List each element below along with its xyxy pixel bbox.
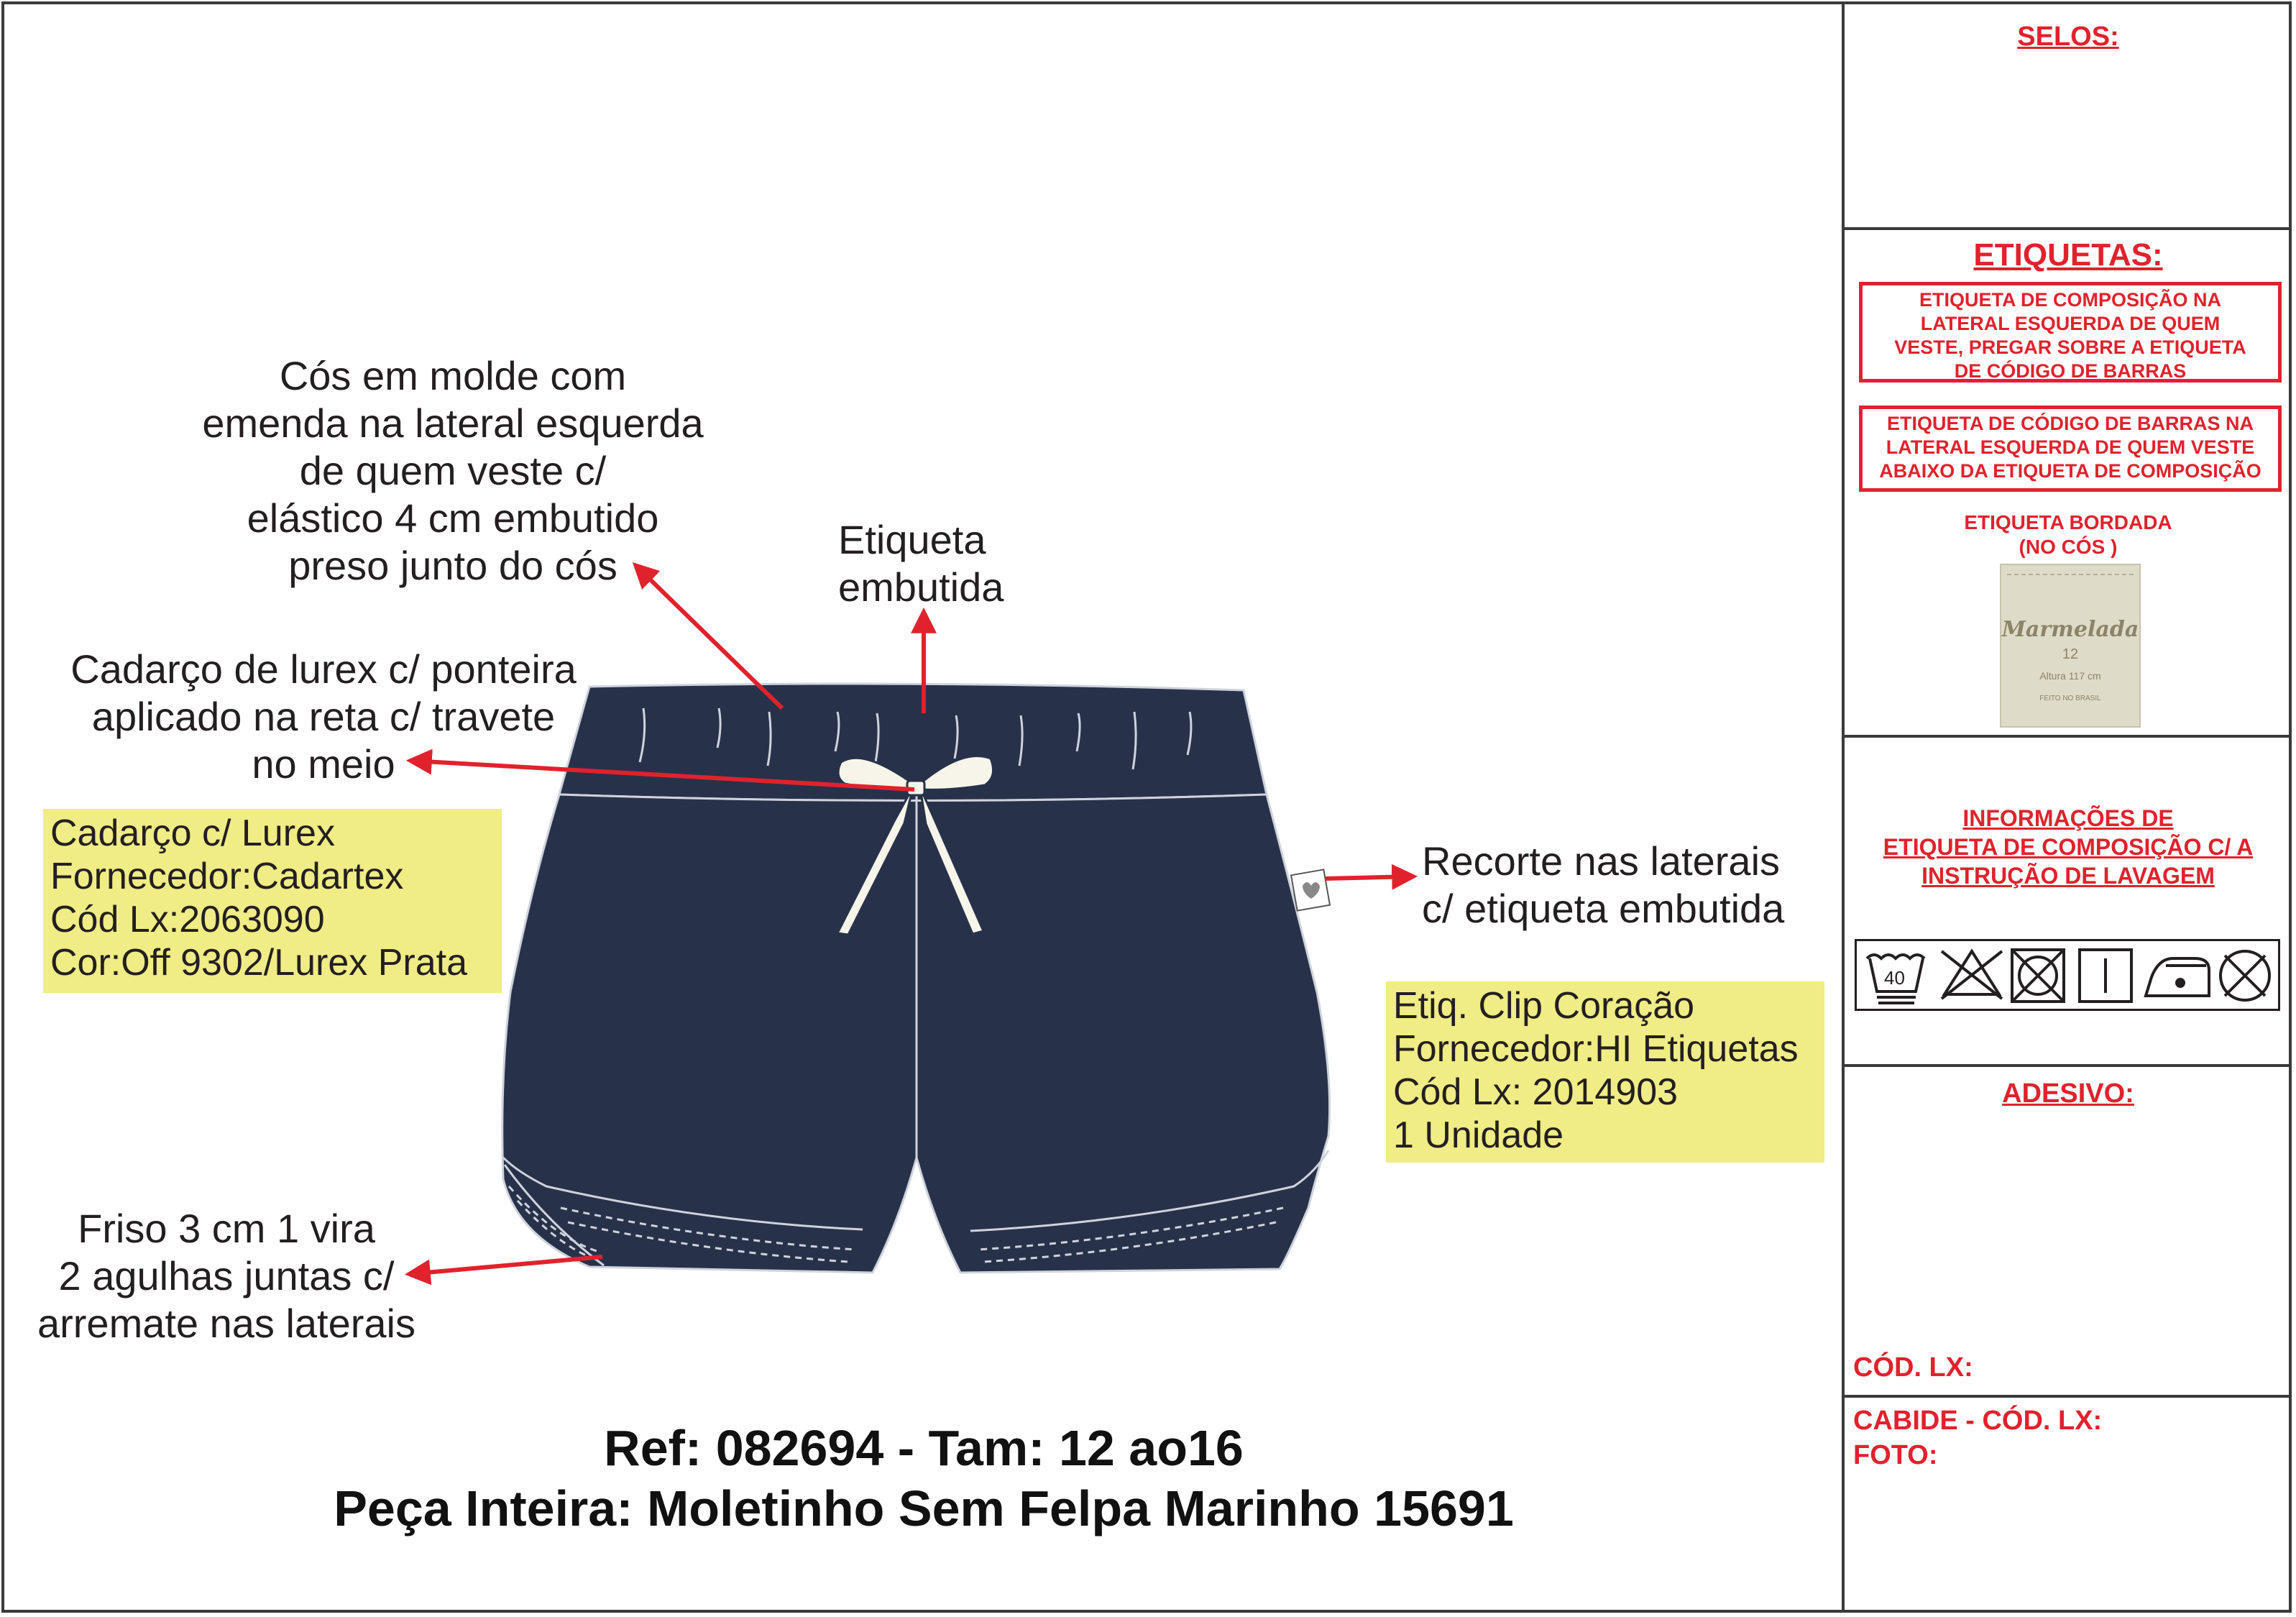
note-line: arremate nas laterais xyxy=(37,1301,415,1346)
spec-line: 1 Unidade xyxy=(1393,1114,1564,1156)
spec-line: Cor:Off 9302/Lurex Prata xyxy=(50,942,468,984)
no-bleach-icon xyxy=(1942,951,2002,999)
iron-low-icon xyxy=(2146,958,2209,996)
spec-line: Cadarço c/ Lurex xyxy=(50,812,335,854)
note-drawstring xyxy=(43,646,604,788)
heart-clip-label xyxy=(1291,869,1330,910)
embroidered-tag-image xyxy=(2000,564,2141,728)
box-line: ETIQUETA DE CÓDIGO DE BARRAS NA xyxy=(1886,413,2254,434)
selos-heading: SELOS: xyxy=(2017,22,2119,52)
adesivo-heading: ADESIVO: xyxy=(2002,1078,2134,1109)
clip-label-spec-box xyxy=(1386,981,1824,1163)
spec-line: Etiq. Clip Coração xyxy=(1393,985,1695,1027)
composition-label-box xyxy=(1859,282,2282,383)
note-line: Friso 3 cm 1 vira xyxy=(78,1206,375,1251)
no-tumble-dry-icon xyxy=(2012,950,2064,1002)
note-line: Recorte nas laterais xyxy=(1422,838,1781,884)
box-line: ABAIXO DA ETIQUETA DE COMPOSIÇÃO xyxy=(1879,460,2261,482)
note-line: preso junto do cós xyxy=(288,543,617,588)
cod-lx-label: CÓD. LX: xyxy=(1853,1352,1973,1383)
tag-origin: FEITO NO BRASIL xyxy=(2039,695,2101,702)
etiquetas-heading: ETIQUETAS: xyxy=(1973,237,2163,272)
drawstring-spec-box xyxy=(43,809,502,993)
spec-line: Fornecedor:Cadartex xyxy=(50,856,404,897)
note-line: elástico 4 cm embutido xyxy=(247,495,659,541)
foto-label: FOTO: xyxy=(1853,1440,1938,1470)
note-hem xyxy=(14,1205,438,1347)
caption-line: (NO CÓS ) xyxy=(2019,536,2118,558)
caption-line: ETIQUETA BORDADA xyxy=(1964,511,2172,533)
panel-rule xyxy=(1845,1395,2292,1398)
box-line: LATERAL ESQUERDA DE QUEM VESTE xyxy=(1886,436,2255,458)
wash-40-icon xyxy=(1867,955,1924,1003)
care-info-heading xyxy=(1845,804,2292,890)
heading-line: INFORMAÇÕES DE xyxy=(1962,805,2174,831)
wash-temp: 40 xyxy=(1884,967,1905,989)
heading-line: INSTRUÇÃO DE LAVAGEM xyxy=(1921,863,2215,889)
spec-line: Cód Lx:2063090 xyxy=(50,899,325,940)
care-symbols-box xyxy=(1855,939,2280,1011)
title-line-fabric: Peça Inteira: Moletinho Sem Felpa Marinho 15691 xyxy=(334,1480,1514,1536)
note-line: de quem veste c/ xyxy=(299,448,607,493)
note-line: emenda na lateral esquerda xyxy=(202,400,704,446)
note-line: Etiqueta xyxy=(838,517,986,562)
panel-rule xyxy=(1845,227,2292,230)
arrow-side-cut xyxy=(1325,876,1413,879)
barcode-label-box xyxy=(1859,406,2282,492)
note-line: aplicado na reta c/ travete xyxy=(91,694,556,739)
tag-size: 12 xyxy=(2062,646,2079,662)
note-waistband xyxy=(173,352,733,590)
note-line: Cós em molde com xyxy=(279,353,627,398)
box-line: LATERAL ESQUERDA DE QUEM xyxy=(1920,313,2221,334)
note-line: no meio xyxy=(252,741,395,787)
panel-rule xyxy=(1845,1064,2292,1067)
line-dry-icon xyxy=(2080,950,2131,1002)
note-line: 2 agulhas juntas c/ xyxy=(58,1253,395,1298)
reference-title xyxy=(0,1418,1847,1539)
embroidered-label-caption xyxy=(1845,510,2292,559)
spec-line: Cód Lx: 2014903 xyxy=(1393,1071,1679,1113)
panel-rule xyxy=(1845,735,2292,738)
tag-height: Altura 117 cm xyxy=(2039,670,2101,682)
title-line-ref: Ref: 082694 - Tam: 12 ao16 xyxy=(604,1420,1244,1476)
note-line: Cadarço de lurex c/ ponteira xyxy=(70,646,577,692)
box-line: VESTE, PREGAR SOBRE A ETIQUETA xyxy=(1894,336,2246,358)
box-line: ETIQUETA DE COMPOSIÇÃO NA xyxy=(1919,289,2222,311)
spec-line: Fornecedor:HI Etiquetas xyxy=(1393,1028,1799,1070)
arrow-hem xyxy=(410,1257,602,1274)
heading-line: ETIQUETA DE COMPOSIÇÃO C/ A xyxy=(1883,834,2254,860)
note-embedded-label xyxy=(838,516,1004,611)
note-side-cut xyxy=(1422,838,1784,933)
note-line: c/ etiqueta embutida xyxy=(1422,886,1785,931)
tag-brand: Marmelada xyxy=(2001,617,2139,642)
no-dry-clean-icon xyxy=(2221,951,2269,1000)
cabide-label: CABIDE - CÓD. LX: xyxy=(1853,1406,2103,1436)
note-line: embutida xyxy=(838,564,1004,610)
box-line: DE CÓDIGO DE BARRAS xyxy=(1954,360,2187,382)
